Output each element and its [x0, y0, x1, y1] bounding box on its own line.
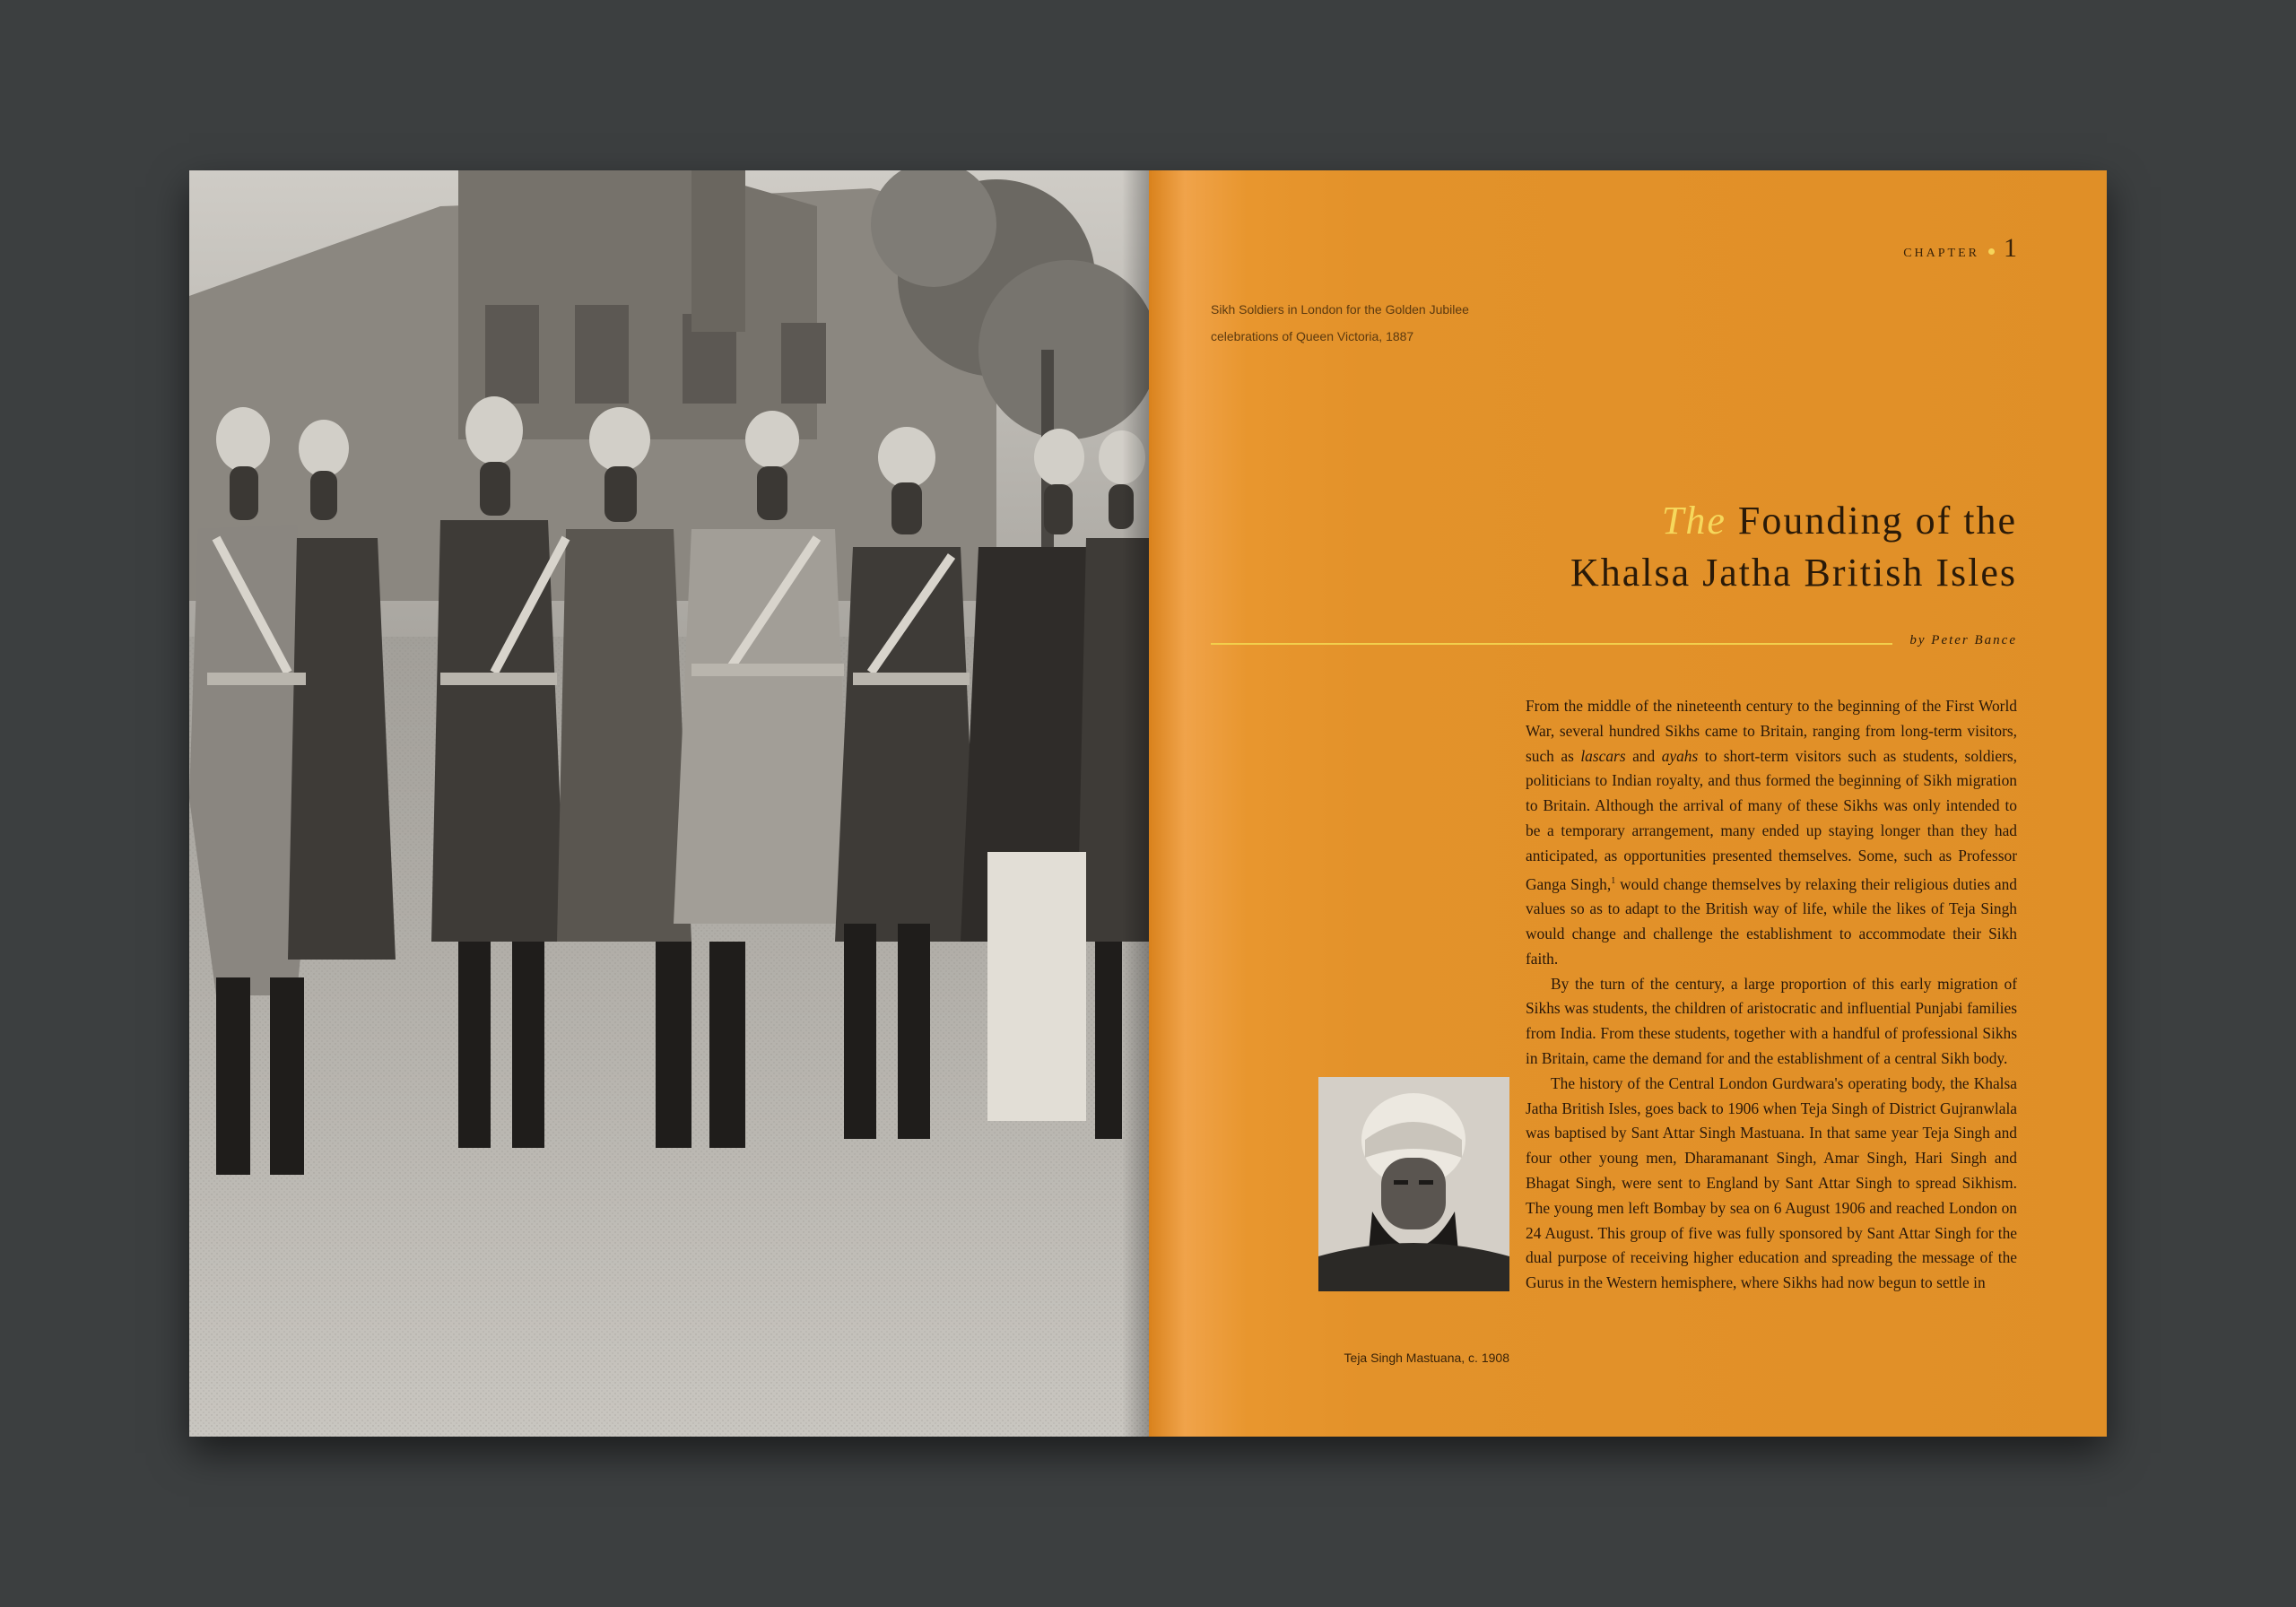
chapter-number: 1 [2004, 233, 2017, 263]
magazine-spread [189, 170, 2107, 1437]
article-body [1526, 694, 2017, 1296]
portrait-photo [1318, 1077, 1509, 1291]
byline: by Peter Bance [1909, 633, 2017, 647]
title-line1 [1570, 495, 2017, 547]
article-title [1570, 495, 2017, 599]
footnote-marker: 1 [1611, 875, 1616, 886]
title-line1-rest: Founding of the [1737, 499, 2017, 543]
chapter-word: CHAPTER [1903, 247, 1979, 260]
title-rule [1211, 643, 1892, 645]
chapter-label [1903, 233, 2017, 264]
portrait-caption: Teja Singh Mastuana, c. 1908 [1344, 1351, 1509, 1365]
body-paragraph-2: By the turn of the century, a large proportion of this early migration of Sikhs was students, the children of aristocratic and influential Punjabi families from India. From these students, together with a handful of professional Sikhs in Britain, came the demand for and the establishment of a central Sikh body. [1526, 974, 2017, 1067]
teja-singh-portrait [1318, 1077, 1509, 1291]
title-article: The [1661, 499, 1726, 543]
left-page-photo [189, 170, 1149, 1437]
photo-caption-line1: Sikh Soldiers in London for the Golden Jubilee [1211, 302, 1469, 317]
body-paragraph-3: The history of the Central London Gurdwara's operating body, the Khalsa Jatha British Isles, goes back to 1906 when Teja Singh of District Gujranwlala was baptised by Sant Attar Singh Mastuana. In that same year Teja Singh and four other young men, Dharamanant Singh, Amar Singh, Hari Singh and Bhagat Singh, were sent to England by Sant Attar Singh to spread Sikhism. The young men left Bombay by sea on 6 August 1906 and reached London on 24 August. This group of five was fully sponsored by Sant Attar Singh for the dual purpose of receiving higher education and spreading the message of the Gurus in the Western hemisphere, where Sikhs had now begun to settle in [1526, 1073, 2017, 1292]
chapter-dot-icon [1988, 248, 1995, 255]
photo-caption-line2: celebrations of Queen Victoria, 1887 [1211, 329, 1414, 343]
body-paragraph-1: From the middle of the nineteenth century to the beginning of the First World War, several hundred Sikhs came to Britain, ranging from long-term visitors, such as lascars and ayahs to short-term visitors such as students, soldiers, politicians to Indian royalty, and thus formed the beginning of Sikh migration to Britain. Although the arrival of many of these Sikhs was only intended to be a temporary arrangement, many ended up staying longer than they had anticipated, as opportunities presented themselves. Some, such as Professor Ganga Singh,$^1$ would change themselves by relaxing their religious duties and values so as to adapt to the British way of life, while the likes of Teja Singh would change and challenge the establishment to accommodate their Sikh faith. [1526, 697, 2018, 968]
sikh-soldiers-photograph [189, 170, 1149, 1437]
right-page [1149, 170, 2107, 1437]
photo-caption [1211, 296, 1570, 350]
gutter-shadow [1122, 170, 1149, 1437]
title-line2: Khalsa Jatha British Isles [1570, 551, 2017, 595]
